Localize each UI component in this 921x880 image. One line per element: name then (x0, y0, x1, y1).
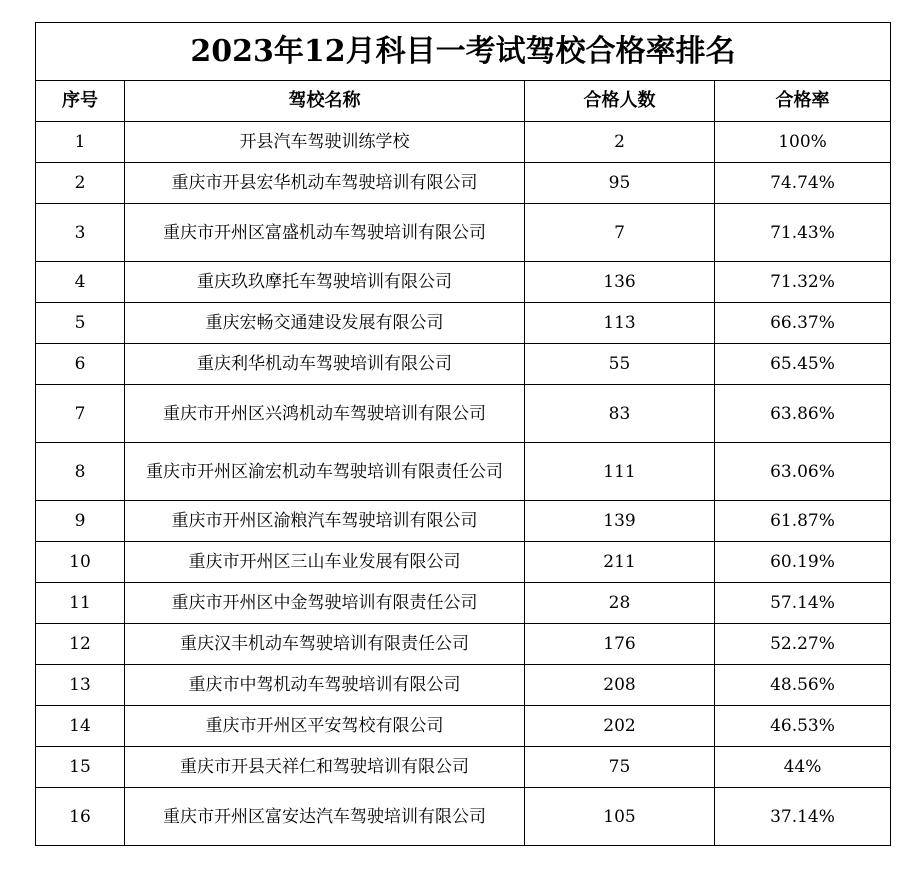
passed-count-cell: 113 (525, 303, 715, 344)
school-name-cell: 重庆市开州区富安达汽车驾驶培训有限公司 (125, 788, 525, 846)
rank-cell: 10 (36, 542, 125, 583)
pass-rate-cell: 65.45% (715, 344, 891, 385)
table-row (36, 204, 891, 262)
header-pass-rate: 合格率 (715, 81, 891, 122)
school-name-cell: 重庆市中驾机动车驾驶培训有限公司 (125, 665, 525, 706)
school-name-cell: 重庆市开县天祥仁和驾驶培训有限公司 (125, 747, 525, 788)
table-row (36, 303, 891, 344)
rank-cell: 7 (36, 385, 125, 443)
school-name-cell: 重庆汉丰机动车驾驶培训有限责任公司 (125, 624, 525, 665)
table-row (36, 583, 891, 624)
passed-count-cell: 75 (525, 747, 715, 788)
school-name-cell: 重庆利华机动车驾驶培训有限公司 (125, 344, 525, 385)
pass-rate-cell: 100% (715, 122, 891, 163)
table-row (36, 542, 891, 583)
rank-cell: 11 (36, 583, 125, 624)
rank-cell: 1 (36, 122, 125, 163)
table-title: 2023年12月科目一考试驾校合格率排名 (36, 23, 891, 81)
school-name-cell: 重庆市开县宏华机动车驾驶培训有限公司 (125, 163, 525, 204)
pass-rate-cell: 44% (715, 747, 891, 788)
school-name-cell: 重庆市开州区平安驾校有限公司 (125, 706, 525, 747)
table-row (36, 262, 891, 303)
rank-cell: 6 (36, 344, 125, 385)
table-row (36, 163, 891, 204)
school-name-cell: 重庆玖玖摩托车驾驶培训有限公司 (125, 262, 525, 303)
school-name-cell: 重庆市开州区兴鸿机动车驾驶培训有限公司 (125, 385, 525, 443)
pass-rate-cell: 37.14% (715, 788, 891, 846)
pass-rate-cell: 52.27% (715, 624, 891, 665)
ranking-table (35, 22, 891, 846)
rank-cell: 14 (36, 706, 125, 747)
table-row (36, 665, 891, 706)
rank-cell: 16 (36, 788, 125, 846)
table-row (36, 122, 891, 163)
rank-cell: 12 (36, 624, 125, 665)
pass-rate-cell: 57.14% (715, 583, 891, 624)
rank-cell: 8 (36, 443, 125, 501)
passed-count-cell: 139 (525, 501, 715, 542)
passed-count-cell: 202 (525, 706, 715, 747)
table-row (36, 344, 891, 385)
passed-count-cell: 136 (525, 262, 715, 303)
passed-count-cell: 176 (525, 624, 715, 665)
school-name-cell: 重庆市开州区渝粮汽车驾驶培训有限公司 (125, 501, 525, 542)
school-name-cell: 开县汽车驾驶训练学校 (125, 122, 525, 163)
passed-count-cell: 105 (525, 788, 715, 846)
pass-rate-cell: 48.56% (715, 665, 891, 706)
rank-cell: 9 (36, 501, 125, 542)
passed-count-cell: 83 (525, 385, 715, 443)
passed-count-cell: 111 (525, 443, 715, 501)
pass-rate-cell: 63.06% (715, 443, 891, 501)
rank-cell: 3 (36, 204, 125, 262)
rank-cell: 5 (36, 303, 125, 344)
table-row (36, 747, 891, 788)
table-row (36, 706, 891, 747)
pass-rate-cell: 71.43% (715, 204, 891, 262)
pass-rate-cell: 60.19% (715, 542, 891, 583)
school-name-cell: 重庆市开州区富盛机动车驾驶培训有限公司 (125, 204, 525, 262)
header-passed-count: 合格人数 (525, 81, 715, 122)
header-row (36, 81, 891, 122)
passed-count-cell: 95 (525, 163, 715, 204)
table-row (36, 385, 891, 443)
passed-count-cell: 2 (525, 122, 715, 163)
rank-cell: 4 (36, 262, 125, 303)
passed-count-cell: 7 (525, 204, 715, 262)
rank-cell: 15 (36, 747, 125, 788)
school-name-cell: 重庆市开州区三山车业发展有限公司 (125, 542, 525, 583)
table-row (36, 501, 891, 542)
table-row (36, 624, 891, 665)
pass-rate-cell: 63.86% (715, 385, 891, 443)
header-rank: 序号 (36, 81, 125, 122)
title-row (36, 23, 891, 81)
school-name-cell: 重庆市开州区渝宏机动车驾驶培训有限责任公司 (125, 443, 525, 501)
table-row (36, 443, 891, 501)
table-row (36, 788, 891, 846)
pass-rate-cell: 61.87% (715, 501, 891, 542)
passed-count-cell: 211 (525, 542, 715, 583)
passed-count-cell: 208 (525, 665, 715, 706)
school-name-cell: 重庆宏畅交通建设发展有限公司 (125, 303, 525, 344)
passed-count-cell: 28 (525, 583, 715, 624)
rank-cell: 13 (36, 665, 125, 706)
pass-rate-cell: 71.32% (715, 262, 891, 303)
pass-rate-cell: 46.53% (715, 706, 891, 747)
school-name-cell: 重庆市开州区中金驾驶培训有限责任公司 (125, 583, 525, 624)
passed-count-cell: 55 (525, 344, 715, 385)
header-school-name: 驾校名称 (125, 81, 525, 122)
pass-rate-cell: 66.37% (715, 303, 891, 344)
rank-cell: 2 (36, 163, 125, 204)
pass-rate-cell: 74.74% (715, 163, 891, 204)
